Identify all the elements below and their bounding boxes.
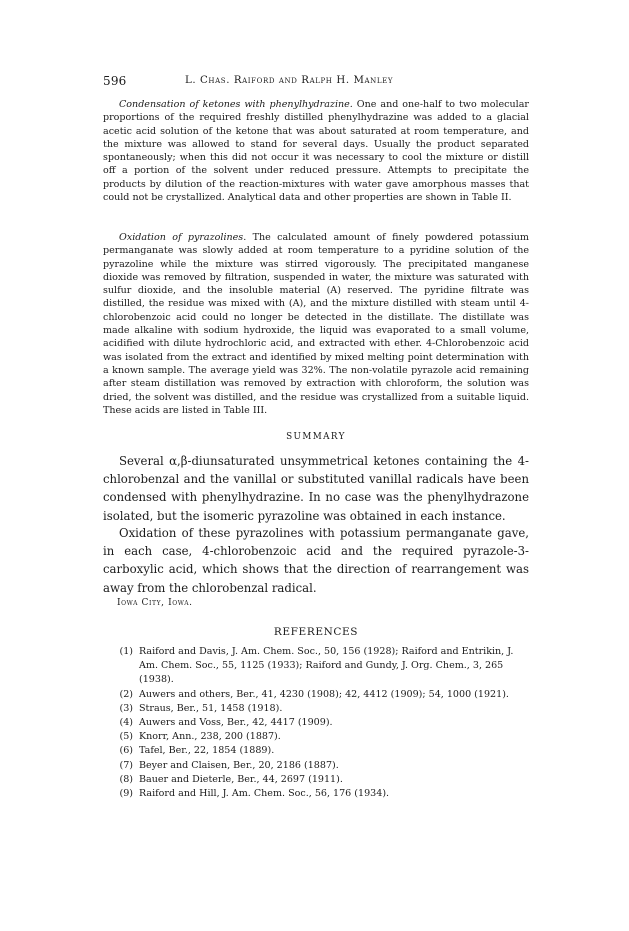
reference-number: (8) [119,773,133,785]
reference-text: Auwers and Voss, Ber., 42, 4417 (1909). [139,717,333,729]
reference-item [103,744,533,758]
reference-text: Beyer and Claisen, Ber., 20, 2186 (1887). [139,759,339,771]
reference-number: (7) [119,759,133,771]
reference-number: (6) [119,745,133,757]
paragraph-heading: Condensation of ketones with phenylhydrazine. [119,99,353,110]
page-number: 596 [103,74,127,88]
reference-number: (3) [119,702,133,714]
reference-item [103,787,533,801]
reference-text: Straus, Ber., 51, 1458 (1918). [139,702,283,714]
reference-item [103,773,533,787]
reference-text: Raiford and Hill, J. Am. Chem. Soc., 56, 176 (1934). [139,788,390,800]
experimental-paragraph-oxidation [103,231,529,417]
summary-text: Several α,β-diunsaturated unsymmetrical ketones containing the 4-chlorobenzal and the vanillal or substituted vanillal radicals have been condensed with phenylhydrazine. In no case was the phenylhydrazone isolated, but the isomeric pyrazoline was obtained in each instance. [103,454,529,523]
reference-item [103,645,533,688]
reference-text: Knorr, Ann., 238, 200 (1887). [139,731,281,743]
summary-paragraph-1 [103,452,529,525]
experimental-paragraph-condensation [103,98,529,204]
paragraph-text: One and one-half to two molecular proportions of the required freshly distilled phenylhydrazine was added to a glacial acetic acid solution of the ketone that was about saturated at room temperature, and the mixture was allowed to stand for several days. Usually the product separated spontaneously; when this did not occur it was necessary to cool the mixture or distill off a portion of the solvent under reduced pressure. Attempts to precipitate the products by dilution of the reaction-mixtures with water gave amorphous masses that could not be crystallized. Analytical data and other properties are shown in Table II. [103,99,529,204]
reference-number: (9) [119,788,133,800]
reference-item [103,702,533,716]
summary-heading: SUMMARY [286,432,346,442]
summary-text: Oxidation of these pyrazolines with potassium permanganate gave, in each case, 4-chlorobenzoic acid and the required pyrazole-3-carboxylic acid, which shows that the direction of rearrangement was away from the chlorobenzal radical. [103,526,529,595]
reference-number: (1) [119,646,133,657]
reference-number: (4) [119,717,133,729]
summary-paragraph-2 [103,524,529,597]
paragraph-text: The calculated amount of finely powdered potassium permanganate was slowly added at room temperature to a pyridine solution of the pyrazoline while the mixture was stirred vigorously. The precipitated manganese dioxide was removed by filtration, suspended in water, the mixture was saturated with sulfur dioxide, and the insoluble material (A) reserved. The pyridine filtrate was distilled, the residue was mixed with (A), and the mixture distilled with steam until 4-chlorobenzoic acid could no longer be detected in the distillate. The distillate was made alkaline with sodium hydroxide, the liquid was evaporated to a small volume, acidified with dilute hydrochloric acid, and extracted with ether. 4-Chlorobenzoic acid was isolated from the extract and identified by mixed melting point determination with a known sample. The average yield was 32%. The non-volatile pyrazole acid remaining after steam distillation was removed by extraction with chloroform, the solution was dried, the solvent was distilled, and the residue was crystallized from a suitable liquid. These acids are listed in Table III. [103,232,529,416]
reference-number: (2) [119,688,133,700]
references-heading: REFERENCES [273,626,359,638]
reference-item [103,759,533,773]
reference-item [103,730,533,744]
references-list [103,645,533,801]
reference-number: (5) [119,731,133,743]
reference-text: Bauer and Dieterle, Ber., 44, 2697 (1911). [139,773,343,785]
reference-text: Tafel, Ber., 22, 1854 (1889). [139,745,275,757]
reference-item [103,688,533,702]
running-head: L. Chas. Raiford and Ralph H. Manley [185,75,394,86]
reference-text: Raiford and Davis, J. Am. Chem. Soc., 50, 156 (1928); Raiford and Entrikin, J. Am. Chem. Soc., 55, 1125 (1933); Raiford and Gundy, J. Org. Chem., 3, 265 (1938). [139,646,514,686]
author-address: Iowa City, Iowa. [117,598,193,608]
reference-text: Auwers and others, Ber., 41, 4230 (1908); 42, 4412 (1909); 54, 1000 (1921). [139,688,509,700]
reference-item [103,716,533,730]
paragraph-heading: Oxidation of pyrazolines. [119,232,247,243]
